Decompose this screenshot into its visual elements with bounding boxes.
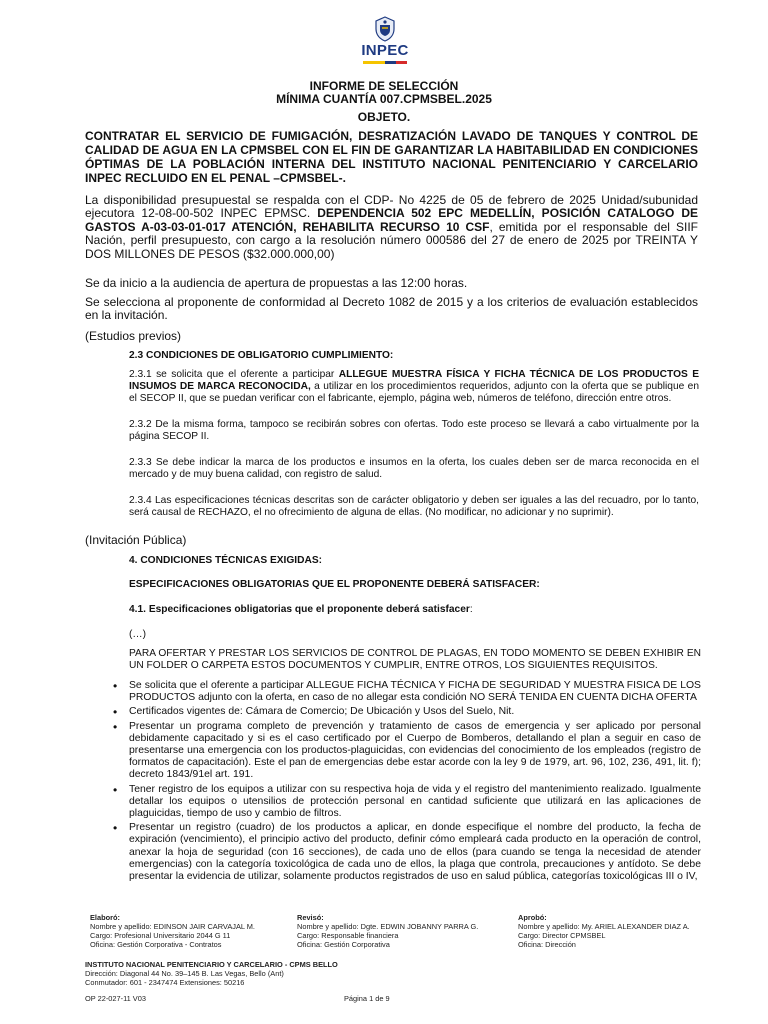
- presupuesto-paragraph: [85, 194, 698, 261]
- institution-name: INSTITUTO NACIONAL PENITENCIARIO Y CARCELARIO - CPMS BELLO: [85, 960, 338, 969]
- aprobo-title: Aprobó:: [518, 913, 547, 922]
- inpec-logo: [359, 16, 411, 64]
- report-title: INFORME DE SELECCIÓN: [309, 79, 459, 93]
- footer-aprobo: [518, 913, 738, 949]
- estudios-label: (Estudios previos): [85, 329, 182, 343]
- aprobo-oficina: Oficina: Dirección: [518, 940, 576, 949]
- section-41-heading: [129, 604, 689, 616]
- document-code: OP 22-027-11 V03: [85, 994, 146, 1003]
- page-number: Página 1 de 9: [344, 994, 390, 1003]
- objeto-label: OBJETO.: [357, 110, 411, 124]
- footer-institution: [85, 960, 535, 987]
- list-item: • Tener registro de los equipos a utilizar con su respectiva hoja de vida y el registro del mantenimiento realizado. Igualmente detallar los equipos o utensilios de protección personal en cantidad suficiente que utilizará en las aplicaciones de plaguicidas, tiempo de uso y cambio de filtros.: [111, 784, 701, 821]
- list-item: • Certificados vigentes de: Cámara de Comercio; De Ubicación y Usos del Suelo, Nit.: [111, 706, 701, 718]
- list-item: • Se solicita que el oferente a participar ALLEGUE FICHA TÉCNICA Y FICHA DE SEGURIDAD Y MUESTRA FISICA DE LOS PRODUCTOS adjunto con la oferta, en caso de no allegar esta condición NO SERÁ TENIDA EN CUENTA DICHA OFERTA: [111, 680, 701, 704]
- reviso-oficina: Oficina: Gestión Corporativa: [297, 940, 390, 949]
- reviso-cargo: Cargo: Responsable financiera: [297, 931, 399, 940]
- presupuesto-text-b: DEPENDENCIA 502 EPC MEDELLÍN, POSICIÓN CATALOGO DE GASTOS A-03-03-01-017 ATENCIÓN, REHABILITA RECURSO 10 CSF: [85, 206, 698, 234]
- selecciona-paragraph: Se selecciona al proponente de conformidad al Decreto 1082 de 2015 y a los criterios de evaluación establecidos en la invitación.: [85, 295, 698, 323]
- list-item: • Presentar un registro (cuadro) de los productos a aplicar, en donde especifique el nombre del producto, la fecha de expiración (vencimiento), el principio activo del producto, definir cómo empleará cada producto en la operación de control, anexar la hoja de seguridad (con 16 secciones), de cada uno de ellos (para cuando se tenga la necesidad de atender emergencias) con la categoría toxicológica de cada uno de ellos, la plaga que controla, precauciones y antídoto. Se debe presentar la evidencia de utilizar, solamente productos registrados de uso en salud pública, categorías toxicológicas III o IV,: [111, 822, 701, 883]
- section-4-subheading: ESPECIFICACIONES OBLIGATORIAS QUE EL PROPONENTE DEBERÁ SATISFACER:: [129, 579, 540, 590]
- elaboro-cargo: Cargo: Profesional Universitario 2044 G 11: [90, 931, 231, 940]
- aprobo-cargo: Cargo: Director CPMSBEL: [518, 931, 606, 940]
- section-231-paragraph: [129, 369, 699, 405]
- elaboro-title: Elaboró:: [90, 913, 120, 922]
- objeto-text: CONTRATAR EL SERVICIO DE FUMIGACIÓN, DESRATIZACIÓN LAVADO DE TANQUES Y CONTROL DE CALIDAD DE AGUA EN LA CPMSBEL CON EL FIN DE GARANTIZAR LA HABITABILIDAD EN CONDICIONES ÓPTIMAS DE LA POBLACIÓN INTERNA DEL INSTITUTO NACIONAL PENITENCIARIO Y CARCELARIO INPEC RECLUIDO EN EL PENAL –CPMSBEL-.: [85, 129, 698, 185]
- requirements-list: [111, 680, 701, 885]
- elaboro-name: Nombre y apellido: EDINSON JAIR CARVAJAL M.: [90, 922, 255, 931]
- section-41-text: 4.1. Especificaciones obligatorias que el proponente deberá satisfacer: [129, 604, 470, 615]
- s231-text-a: 2.3.1 se solicita que el oferente a participar: [129, 369, 339, 380]
- reviso-name: Nombre y apellido: Dgte. EDWIN JOBANNY PARRA G.: [297, 922, 479, 931]
- section-232-paragraph: 2.3.2 De la misma forma, tampoco se recibirán sobres con ofertas. Todo este proceso se llevará a cabo virtualmente por la página SECOP II.: [129, 419, 699, 442]
- footer-reviso: [297, 913, 517, 949]
- aprobo-name: Nombre y apellido: My. ARIEL ALEXANDER DIAZ A.: [518, 922, 690, 931]
- s231-text-c: a utilizar en los procedimientos requeridos, adjunto con la oferta que se publique en el SECOP II, que se puedan verificar con el fabricante, ejemplo, página web, números de teléfono, dirección entre otros.: [129, 381, 700, 404]
- section-23-heading: 2.3 CONDICIONES DE OBLIGATORIO CUMPLIMIENTO:: [129, 350, 394, 361]
- footer-elaboro: [90, 913, 300, 949]
- s231-text-b: ALLEGUE MUESTRA FÍSICA Y FICHA TÉCNICA DE LOS PRODUCTOS E INSUMOS DE MARCA RECONOCIDA,: [129, 369, 699, 392]
- coat-of-arms-icon: [372, 16, 398, 42]
- section-4-heading: 4. CONDICIONES TÉCNICAS EXIGIDAS:: [129, 555, 323, 566]
- presupuesto-text-c: , emitida por el responsable del SIIF Nación, perfil presupuesto, con cargo a la resolución número 000586 del 27 de enero de 2025 por TREINTA Y DOS MILLONES DE PESOS ($32.000.000,00): [85, 219, 698, 261]
- audiencia-paragraph: Se da inicio a la audiencia de apertura de propuestas a las 12:00 horas.: [85, 276, 468, 290]
- section-233-paragraph: 2.3.3 Se debe indicar la marca de los productos e insumos en la oferta, los cuales deben ser de marca reconocida en el mercado y de muy buena calidad, con registro de salud.: [129, 457, 699, 480]
- ellipsis: (…): [129, 629, 146, 640]
- institution-address: Dirección: Diagonal 44 No. 39–145 B. Las Vegas, Bello (Ant): [85, 969, 284, 978]
- institution-phone: Conmutador: 601 - 2347474 Extensiones: 50216: [85, 978, 245, 987]
- section-41-colon: :: [469, 604, 473, 615]
- logo-wordmark: INPEC: [361, 42, 409, 59]
- invitacion-label: (Invitación Pública): [85, 533, 187, 547]
- list-item: • Presentar un programa completo de prevención y tratamiento de casos de emergencia y ser aplicado por personal debidamente capacitado y si es el caso certificado por el Cuerpo de Bomberos, detallando el plan a seguir en caso de presentarse una emergencia con los productos-plaguicidas, con evidencias del conocimiento de los empleados (registro de formatos de capacitación). Este el pan de emergencias debe estar acorde con la ley 9 de 1979, art. 96, 102, 236, 491, lit. f); decreto 1843/91el art. 191.: [111, 721, 701, 782]
- presupuesto-text-a: La disponibilidad presupuestal se respalda con el CDP- No 4225 de 05 de febrero de 2025 Unidad/subunidad ejecutora 12-08-00-502 INPEC EPMSC.: [85, 193, 698, 221]
- flag-stripe: [363, 61, 407, 64]
- elaboro-oficina: Oficina: Gestión Corporativa - Contratos: [90, 940, 222, 949]
- reviso-title: Revisó:: [297, 913, 324, 922]
- report-subtitle: MÍNIMA CUANTÍA 007.CPMSBEL.2025: [276, 92, 492, 106]
- para-ofertar-paragraph: PARA OFERTAR Y PRESTAR LOS SERVICIOS DE CONTROL DE PLAGAS, EN TODO MOMENTO SE DEBEN EXHIBIR EN UN FOLDER O CARPETA ESTOS DOCUMENTOS Y CUMPLIR, ENTRE OTROS, LOS SIGUIENTES REQUISITOS.: [129, 648, 701, 671]
- section-234-paragraph: 2.3.4 Las especificaciones técnicas descritas son de carácter obligatorio y deben ser iguales a las del recuadro, por lo tanto, será causal de RECHAZO, el no ofrecimiento de alguna de ellas. (No modificar, no adicionar y no suprimir).: [129, 495, 699, 518]
